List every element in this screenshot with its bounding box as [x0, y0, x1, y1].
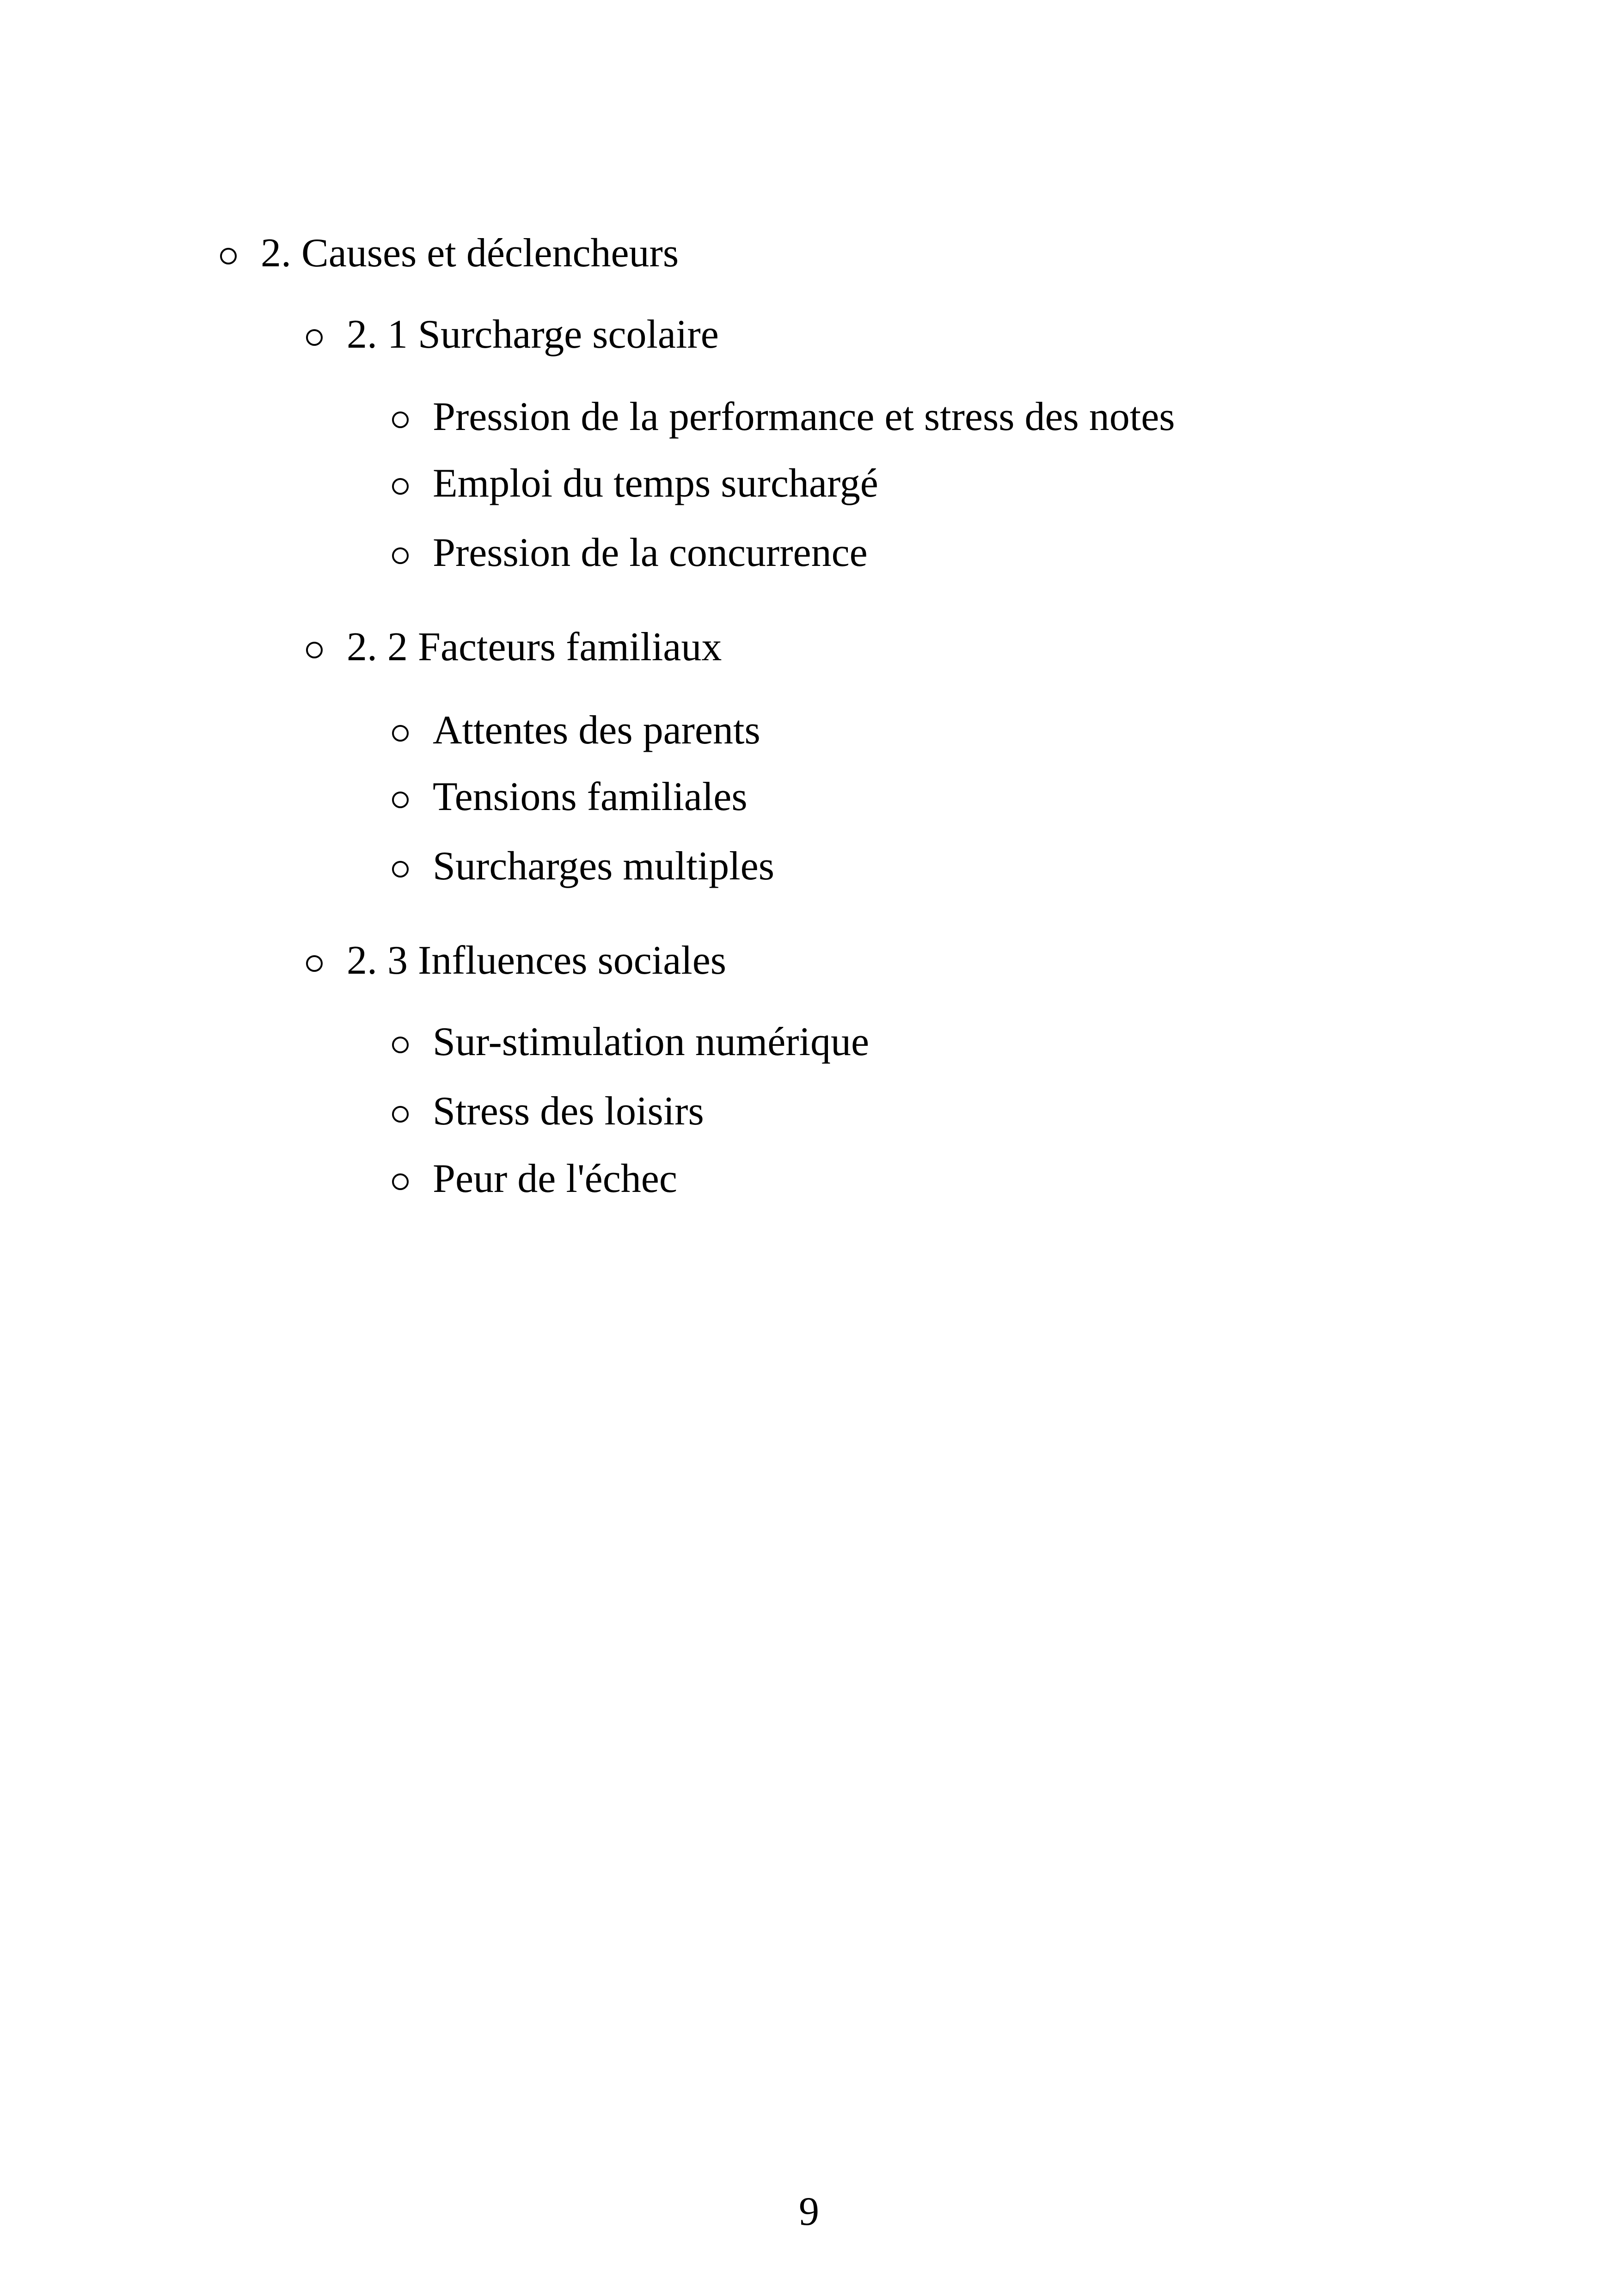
- circle-bullet-icon: [392, 1037, 409, 1053]
- circle-bullet-icon: [392, 1106, 409, 1123]
- circle-bullet-icon: [392, 547, 409, 564]
- list-item: [392, 707, 760, 754]
- circle-bullet-icon: [392, 1173, 409, 1190]
- subsection-title: 2. 1 Surcharge scolaire: [347, 312, 719, 357]
- list-item-text: Emploi du temps surchargé: [433, 461, 878, 506]
- circle-bullet-icon: [392, 478, 409, 495]
- page-number: 9: [799, 2189, 819, 2234]
- circle-bullet-icon: [306, 955, 323, 972]
- list-item-subsection: [306, 312, 719, 358]
- list-item-text: Tensions familiales: [433, 774, 748, 819]
- list-item-text: Pression de la performance et stress des notes: [433, 394, 1175, 439]
- list-item-text: Sur-stimulation numérique: [433, 1019, 870, 1064]
- list-item-subsection: [306, 938, 726, 984]
- list-item: [392, 774, 748, 820]
- list-item: [392, 530, 868, 576]
- list-item-subsection: [306, 624, 722, 670]
- list-item: [392, 1019, 869, 1065]
- list-item-text: Pression de la concurrence: [433, 530, 868, 575]
- circle-bullet-icon: [306, 329, 323, 346]
- list-item-text: Attentes des parents: [433, 708, 760, 753]
- circle-bullet-icon: [306, 642, 323, 658]
- circle-bullet-icon: [392, 861, 409, 878]
- section-title: 2. Causes et déclencheurs: [261, 231, 679, 276]
- list-item: [392, 1156, 677, 1202]
- list-item-text: Peur de l'échec: [433, 1156, 677, 1201]
- subsection-title: 2. 3 Influences sociales: [347, 938, 727, 983]
- list-item: [392, 460, 878, 507]
- list-item-section: [220, 230, 679, 276]
- circle-bullet-icon: [392, 411, 409, 428]
- circle-bullet-icon: [220, 248, 237, 264]
- list-item: [392, 1088, 704, 1135]
- circle-bullet-icon: [392, 725, 409, 742]
- list-item-text: Surcharges multiples: [433, 844, 774, 889]
- subsection-title: 2. 2 Facteurs familiaux: [347, 625, 722, 669]
- list-item: [392, 394, 1175, 440]
- circle-bullet-icon: [392, 792, 409, 808]
- list-item: [392, 843, 774, 890]
- list-item-text: Stress des loisirs: [433, 1089, 704, 1134]
